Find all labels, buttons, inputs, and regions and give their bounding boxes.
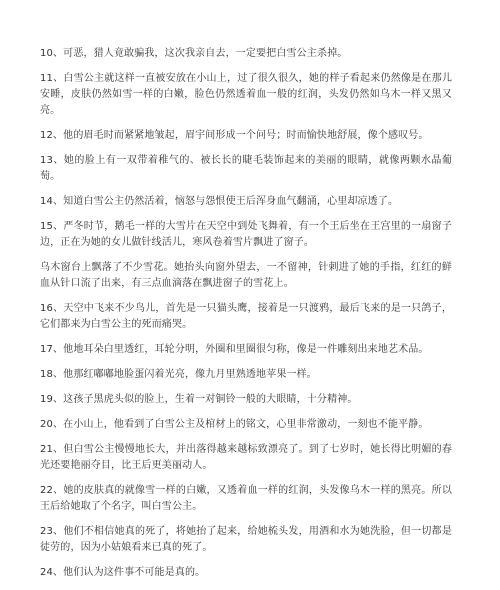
paragraph-10: 10、可恶，猎人竟敢骗我，这次我亲自去，一定要把白雪公主杀掉。: [40, 48, 348, 59]
paragraph-16: 16、天空中飞来不少鸟儿，首先是一只猫头鹰，接着是一只渡鸦，最后飞来的是一只鸽子，它们都来为白雪公主的死而痛哭。: [40, 303, 452, 330]
paragraph-22: 22、她的皮肤真的就像雪一样的白嫩，又透着血一样的红润，头发像乌木一样的黑亮。所以王后给她取了个名字，叫白雪公主。: [40, 485, 452, 512]
paragraph-18: 18、他那红嘟嘟地脸蛋闪着光亮，像九月里熟透地苹果一样。: [40, 369, 317, 380]
paragraph-15: 15、严冬时节，鹅毛一样的大雪片在天空中到处飞舞着，有一个王后坐在王宫里的一扇窗子边，正在为她的女儿做针线活儿，寒风卷着雪片飘进了窗子。: [40, 221, 452, 248]
paragraph-21: 21、但白雪公主慢慢地长大，并出落得越来越标致漂亮了。到了七岁时，她长得比明媚的春光还要艳丽夺目，比王后更美丽动人。: [40, 444, 452, 471]
paragraph-12: 12、他的眉毛时而紧紧地皱起，眉宇间形成一个问号；时而愉快地舒展，像个感叹号。: [40, 130, 429, 141]
paragraph-17: 17、他地耳朵白里透红，耳轮分明，外圈和里圈很匀称，像是一件雕刻出来地艺术品。: [40, 344, 429, 355]
paragraph-15-continued: 乌木窗台上飘落了不少雪花。她抬头向窗外望去，一不留神，针刺进了她的手指，红红的鲜血从针口流了出来，有三点血滴落在飘进窗子的雪花上。: [40, 262, 452, 289]
paragraph-24: 24、他们认为这件事不可能是真的。: [40, 567, 206, 578]
paragraph-20: 20、在小山上，他看到了白雪公主及棺材上的铭文，心里非常激动，一刻也不能平静。: [40, 419, 429, 430]
paragraph-23: 23、他们不相信她真的死了，将她抬了起来，给她梳头发，用酒和水为她洗脸，但一切都是徒劳的，因为小姑娘看来已真的死了。: [40, 526, 452, 553]
document-body: [40, 46, 452, 590]
paragraph-14: 14、知道白雪公主仍然活着，恼怒与怨恨使王后浑身血气翻涌，心里却凉透了。: [40, 196, 399, 207]
paragraph-19: 19、这孩子黑虎头似的脸上，生着一对铜铃一般的大眼睛，十分精神。: [40, 394, 358, 405]
paragraph-13: 13、她的脸上有一双带着稚气的、被长长的睫毛装饰起来的美丽的眼睛，就像两颗水晶葡萄。: [40, 155, 452, 182]
paragraph-11: 11、白雪公主就这样一直被安放在小山上，过了很久很久，她的样子看起来仍然像是在那儿安睡，皮肤仍然如雪一样的白嫩，脸色仍然透着血一般的红润，头发仍然如乌木一样又黑又亮。: [40, 73, 452, 116]
